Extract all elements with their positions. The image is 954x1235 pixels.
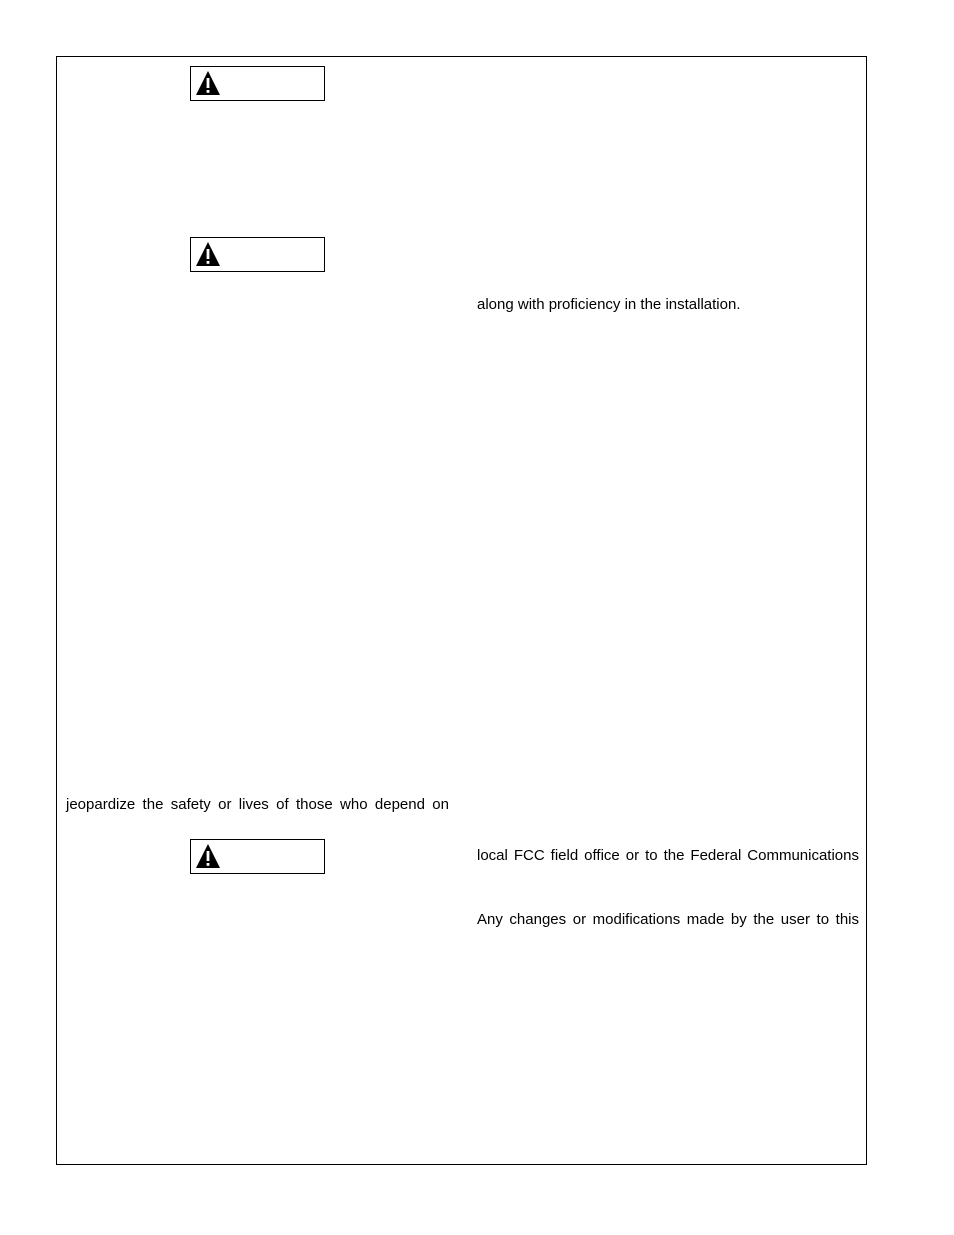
warning-triangle-icon: [195, 241, 221, 267]
warning-triangle-icon: [195, 70, 221, 96]
text-fcc-office-line: local FCC field office or to the Federal Communications: [477, 847, 859, 864]
text-proficiency-line: along with proficiency in the installation.: [477, 296, 741, 313]
warning-box-1: [190, 66, 325, 101]
text-jeopardize-line: jeopardize the safety or lives of those who depend on: [66, 796, 449, 813]
warning-box-2: [190, 237, 325, 272]
page-frame: [56, 56, 867, 1165]
warning-triangle-icon: [195, 843, 221, 869]
text-changes-line: Any changes or modifications made by the user to this: [477, 911, 859, 928]
warning-box-3: [190, 839, 325, 874]
